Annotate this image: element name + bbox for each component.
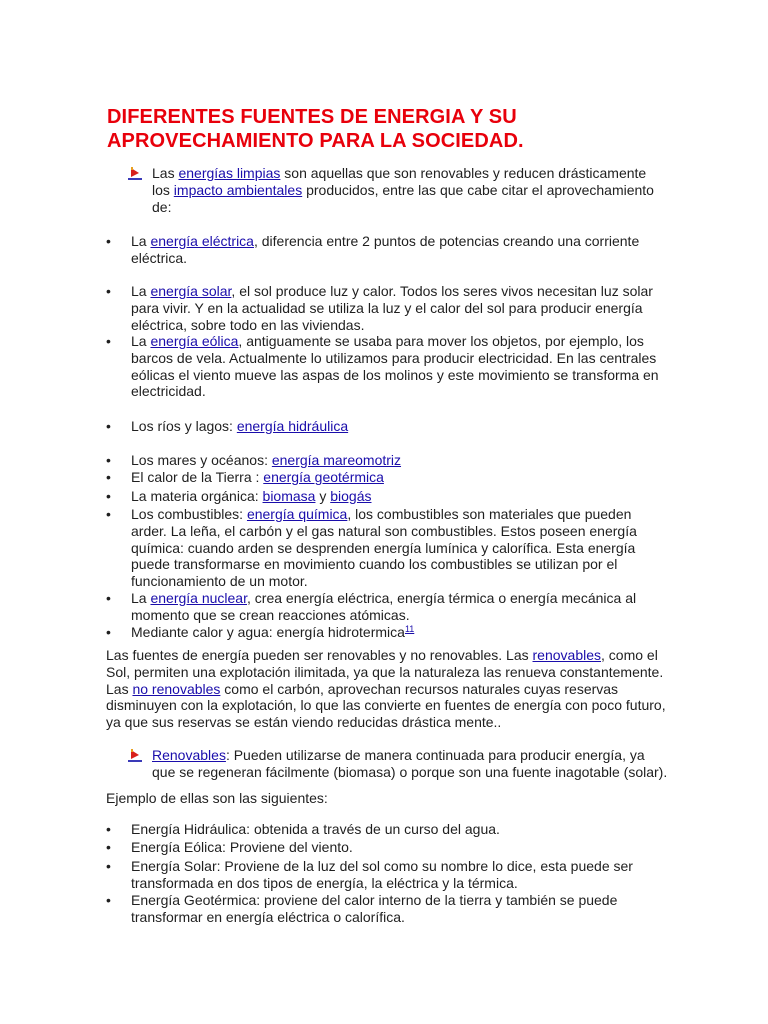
list-item-text xyxy=(131,469,666,486)
text-run: química: cuando arden se desprenden energía lumínica y calorífica. Esta energía xyxy=(131,539,636,556)
text-run: Las xyxy=(106,680,133,697)
bullet-dot: • xyxy=(106,821,111,837)
text-run: puede transformarse en movimiento cuando los combustibles se utilizan por el xyxy=(131,556,618,573)
link-energia-quimica[interactable]: energía química xyxy=(246,506,348,522)
text-run: , crea energía eléctrica, energía térmica o energía mecánica al xyxy=(247,590,637,606)
arrow-bullet-icon xyxy=(128,167,142,180)
bullet-dot: • xyxy=(106,892,111,908)
text-run: y xyxy=(315,488,331,504)
text-run: son aquellas que son renovables y reducen drásticamente xyxy=(280,165,647,181)
list-item-hidrotermica xyxy=(106,624,666,641)
link-no-renovables[interactable]: no renovables xyxy=(132,680,221,697)
text-run: producidos, entre las que cabe citar el aprovechamiento xyxy=(302,181,654,198)
text-run: La xyxy=(131,590,151,606)
text-run: La materia orgánica: xyxy=(131,488,263,504)
list-item-text xyxy=(131,333,666,400)
text-run: , los combustibles son materiales que pueden xyxy=(347,506,632,522)
bullet-dot: • xyxy=(106,624,111,640)
text-run: El calor de la Tierra : xyxy=(131,469,264,485)
text-run: disminuyen con la explotación, lo que las convierte en fuentes de energía con poco futuro, xyxy=(106,697,666,714)
list-item-solar xyxy=(106,858,666,892)
text-run: Mediante calor y agua: energía hidrotermica xyxy=(131,624,405,640)
text-run: , antiguamente se usaba para mover los objetos, por ejemplo, los xyxy=(238,333,644,349)
list-item-text xyxy=(131,452,666,469)
text-run: Los ríos y lagos: xyxy=(131,418,237,434)
list-item-text xyxy=(131,233,646,267)
list-item-energia-electrica xyxy=(106,233,646,267)
list-item-energia-hidraulica xyxy=(106,418,666,435)
list-item-text xyxy=(131,506,666,590)
arrow-list-item-energias-limpias xyxy=(128,165,668,215)
text-run: los xyxy=(152,181,174,198)
text-run: funcionamiento de un motor. xyxy=(131,573,308,590)
text-run: Las xyxy=(152,165,179,181)
arrow-list-item-renovables xyxy=(128,747,668,781)
text-run: , el sol produce luz y calor. Todos los seres vivos necesitan luz solar xyxy=(231,283,653,299)
list-item-eolica xyxy=(106,839,666,856)
bullet-dot: • xyxy=(106,418,111,434)
title-line-1: DIFERENTES FUENTES DE ENERGIA Y SU xyxy=(107,106,517,128)
text-run: transformar en energía eléctrica o calorífica. xyxy=(131,908,405,925)
list-item-text xyxy=(131,283,666,333)
paragraph-renovables xyxy=(106,647,666,731)
bullet-dot: • xyxy=(106,858,111,874)
link-energia-mareomotriz[interactable]: energía mareomotriz xyxy=(271,452,402,468)
text-run: electricidad. xyxy=(131,383,206,400)
list-item-text xyxy=(131,892,666,926)
footnote-link[interactable]: 11 xyxy=(404,624,415,634)
list-item-energia-nuclear xyxy=(106,590,666,624)
title-line-2: APROVECHAMIENTO PARA LA SOCIEDAD. xyxy=(107,130,524,152)
bullet-dot: • xyxy=(106,333,111,349)
link-energia-eolica[interactable]: energía eólica xyxy=(150,333,239,349)
link-energia-solar[interactable]: energía solar xyxy=(150,283,232,299)
paragraph-ejemplos: Ejemplo de ellas son las siguientes: xyxy=(106,790,328,806)
link-energia-hidraulica[interactable]: energía hidráulica xyxy=(236,418,349,434)
text-run: La xyxy=(131,233,151,249)
list-item-energia-solar xyxy=(106,283,666,333)
bullet-dot: • xyxy=(106,839,111,855)
text-run: : Pueden utilizarse de manera continuada para producir energía, ya xyxy=(225,747,645,763)
list-item-energia-mareomotriz xyxy=(106,452,666,469)
arrow-item-text xyxy=(152,747,668,781)
text-run: momento que se crean reacciones atómicas. xyxy=(131,606,410,623)
text-run: Los combustibles: xyxy=(131,506,247,522)
link-impacto-ambientales[interactable]: impacto ambientales xyxy=(173,181,303,198)
link-energia-nuclear[interactable]: energía nuclear xyxy=(150,590,247,606)
text-run: Energía Geotérmica: proviene del calor interno de la tierra y también se puede xyxy=(131,892,618,908)
text-run: barcos de vela. Actualmente lo utilizamos para producir electricidad. En las centrales xyxy=(131,349,657,366)
text-run: eléctrica. xyxy=(131,249,188,266)
text-run: arder. La leña, el carbón y el gas natural son combustibles. Estos poseen energía xyxy=(131,522,637,539)
bullet-dot: • xyxy=(106,469,111,485)
list-item-text xyxy=(131,624,666,641)
list-item-hidraulica xyxy=(106,821,666,838)
link-energia-geotermica[interactable]: energía geotérmica xyxy=(263,469,384,485)
text-run: que se regeneran fácilmente (biomasa) o porque son una fuente inagotable (solar). xyxy=(152,763,668,780)
list-item-text xyxy=(131,590,666,624)
text-run: como el carbón, aprovechan recursos naturales cuyas reservas xyxy=(220,680,619,697)
list-item-text xyxy=(131,488,666,505)
text-run: Los mares y océanos: xyxy=(131,452,272,468)
text-run: transformada en dos tipos de energía, la eléctrica y la térmica. xyxy=(131,874,518,891)
text-run: Las fuentes de energía pueden ser renovables y no renovables. Las xyxy=(106,647,533,663)
bullet-dot: • xyxy=(106,590,111,606)
bullet-dot: • xyxy=(106,488,111,504)
arrow-bullet-icon xyxy=(128,749,142,762)
bullet-dot: • xyxy=(106,506,111,522)
link-renovables-definition[interactable]: Renovables xyxy=(152,747,226,763)
link-energias-limpias[interactable]: energías limpias xyxy=(178,165,281,181)
link-renovables[interactable]: renovables xyxy=(532,647,602,663)
text-run: , diferencia entre 2 puntos de potencias creando una corriente xyxy=(253,233,640,249)
link-biomasa[interactable]: biomasa xyxy=(262,488,316,504)
bullet-dot: • xyxy=(106,233,111,249)
text-run: eólicas el viento mueve las aspas de los molinos y este movimiento se transforma en xyxy=(131,366,659,383)
bullet-dot: • xyxy=(106,283,111,299)
text-run: , como el xyxy=(601,647,658,663)
link-biogas[interactable]: biogás xyxy=(330,488,372,504)
text-run: Sol, permiten una explotación ilimitada, ya que la naturaleza las renueva constantemente. xyxy=(106,663,664,680)
text-run: Energía Solar: Proviene de la luz del sol como su nombre lo dice, esta puede ser xyxy=(131,858,633,874)
list-item-energia-geotermica xyxy=(106,469,666,486)
text-run: de: xyxy=(152,198,172,215)
link-energia-electrica[interactable]: energía eléctrica xyxy=(150,233,254,249)
text-run: La xyxy=(131,333,151,349)
bullet-dot: • xyxy=(106,452,111,468)
page-title xyxy=(107,105,667,153)
list-item-text: Energía Hidráulica: obtenida a través de un curso del agua. xyxy=(131,821,500,837)
text-run: ya que sus reservas se están viendo reducidas drástica mente.. xyxy=(106,714,502,731)
text-run: La xyxy=(131,283,151,299)
text-run: para vivir. Y en la actualidad se utiliza la luz y el calor del sol para producir energía xyxy=(131,299,643,316)
list-item-text xyxy=(131,858,666,892)
arrow-item-text xyxy=(152,165,668,215)
text-run: eléctrica, sobre todo en las viviendas. xyxy=(131,316,365,333)
list-item-text: Energía Eólica: Proviene del viento. xyxy=(131,839,353,855)
list-item-energia-eolica xyxy=(106,333,666,400)
list-item-energia-quimica xyxy=(106,506,666,590)
list-item-biomasa-biogas xyxy=(106,488,666,505)
list-item-text xyxy=(131,418,666,435)
list-item-geotermica xyxy=(106,892,666,926)
